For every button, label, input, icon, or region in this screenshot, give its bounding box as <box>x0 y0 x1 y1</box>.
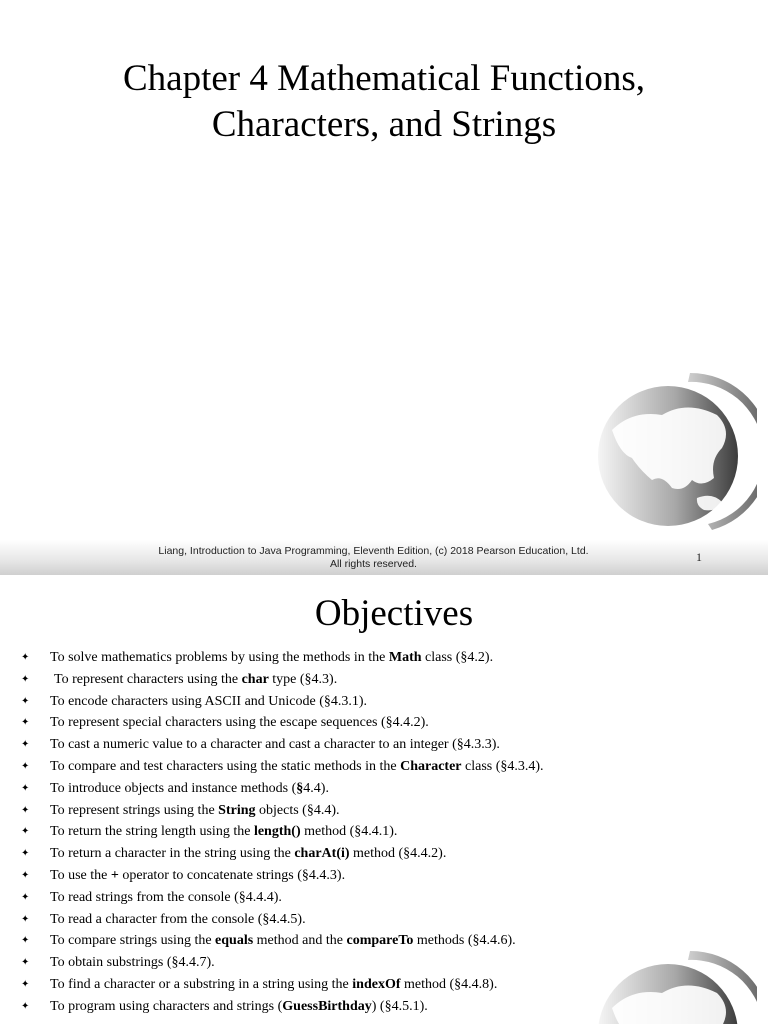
objective-keyword: char <box>241 671 269 687</box>
objective-item <box>0 843 768 865</box>
objective-text-part: method (§4.4.1). <box>300 824 398 840</box>
objective-item <box>0 712 768 734</box>
objective-keyword: compareTo <box>346 933 414 949</box>
objective-text-part: To introduce objects and instance methods ( <box>50 780 297 796</box>
globe-logo-icon <box>592 370 757 560</box>
objective-text-part: method and the <box>253 933 347 949</box>
objective-text-part: To compare and test characters using the static methods in the <box>50 758 401 774</box>
objective-text <box>50 933 516 948</box>
objective-text <box>50 912 306 927</box>
objective-text-part: To cast a numeric value to a character and cast a character to an integer (§4.3.3). <box>50 737 500 753</box>
slide-title <box>0 56 768 148</box>
objective-text-part: class (§4.2). <box>421 650 494 665</box>
objective-item <box>0 909 768 931</box>
objective-text-part: 4.4). <box>303 780 329 796</box>
bullet-icon: ✦ <box>21 739 30 751</box>
bullet-icon: ✦ <box>21 1000 30 1012</box>
slide-2 <box>0 575 768 1024</box>
bullet-icon: ✦ <box>21 848 30 860</box>
title-line-1: Chapter 4 Mathematical Functions, <box>123 58 645 99</box>
objective-text-part: To represent strings using the <box>50 802 219 818</box>
objective-keyword: String <box>218 802 256 818</box>
objective-item <box>0 887 768 909</box>
footer-copyright <box>150 545 597 571</box>
objective-text-part: To compare strings using the <box>50 933 216 949</box>
bullet-icon: ✦ <box>21 673 30 685</box>
objective-text-part: To obtain substrings (§4.4.7). <box>50 955 215 971</box>
objective-text-part: To return the string length using the <box>50 824 254 840</box>
objective-text-part: methods (§4.4.6). <box>413 933 516 949</box>
objective-text-part: To use the <box>50 867 111 883</box>
objective-text-part: method (§4.4.2). <box>349 846 447 862</box>
objective-text-part: To find a character or a substring in a string using the <box>50 976 353 992</box>
bullet-icon: ✦ <box>21 760 30 772</box>
objective-text-part: To represent special characters using the escape sequences (§4.4.2). <box>50 715 429 731</box>
objective-keyword: + <box>110 867 119 883</box>
bullet-icon: ✦ <box>21 891 30 903</box>
objective-text-part: ) (§4.5.1). <box>371 998 428 1014</box>
bullet-icon: ✦ <box>21 913 30 925</box>
bullet-icon: ✦ <box>21 957 30 969</box>
objective-text-part: type (§4.3). <box>268 671 338 687</box>
objective-text <box>50 868 345 883</box>
objective-item <box>0 778 768 800</box>
objective-text <box>50 999 428 1014</box>
objective-keyword: Math <box>388 650 422 665</box>
objective-text <box>50 890 282 905</box>
objective-item <box>0 691 768 713</box>
objective-text-part: To return a character in the string using the <box>50 846 295 862</box>
objective-item <box>0 647 768 669</box>
objective-text <box>50 781 329 796</box>
objective-text <box>50 955 215 970</box>
objective-item <box>0 756 768 778</box>
objective-text <box>50 694 367 709</box>
bullet-icon: ✦ <box>21 695 30 707</box>
title-line-2: Characters, and Strings <box>211 104 557 145</box>
objective-text-part: objects (§4.4). <box>255 802 340 818</box>
objective-item <box>0 865 768 887</box>
objective-text-part: To represent characters using the <box>54 671 242 687</box>
objective-keyword: length() <box>253 824 301 840</box>
objective-keyword: equals <box>215 933 254 949</box>
objective-keyword: § <box>296 780 304 796</box>
bullet-icon: ✦ <box>21 935 30 947</box>
objective-item <box>0 734 768 756</box>
objective-text-part: method (§4.4.8). <box>400 976 498 992</box>
objectives-title: Objectives <box>314 593 474 634</box>
objective-text-part: operator to concatenate strings (§4.4.3). <box>118 867 346 883</box>
objective-text <box>50 650 493 665</box>
bullet-icon: ✦ <box>21 652 30 663</box>
objective-text <box>50 715 429 730</box>
objective-text <box>50 977 497 992</box>
objective-item <box>0 669 768 691</box>
objective-text <box>50 803 340 818</box>
bullet-icon: ✦ <box>21 782 30 794</box>
footer-line-1: Liang, Introduction to Java Programming, Eleventh Edition, (c) 2018 Pearson Education, Ltd. <box>158 545 589 557</box>
objective-text <box>50 846 446 861</box>
footer-line-2: All rights reserved. <box>330 558 417 570</box>
objective-keyword: Character <box>400 758 462 774</box>
objective-text <box>50 824 397 839</box>
page-number: 1 <box>696 550 702 564</box>
bullet-icon: ✦ <box>21 804 30 816</box>
objective-text-part: To solve mathematics problems by using the methods in the <box>50 650 389 665</box>
objective-item <box>0 821 768 843</box>
objective-keyword: indexOf <box>352 976 401 992</box>
objective-keyword: charAt(i) <box>294 846 350 862</box>
objective-text <box>50 737 500 752</box>
objective-text-part: class (§4.3.4). <box>461 758 544 774</box>
objective-text <box>50 759 544 774</box>
objective-text-part: To encode characters using ASCII and Unicode (§4.3.1). <box>50 693 368 709</box>
objective-text-part: To read strings from the console (§4.4.4). <box>50 889 282 905</box>
bullet-icon: ✦ <box>21 978 30 990</box>
objective-keyword: GuessBirthday <box>282 998 372 1014</box>
objective-text-part: To read a character from the console (§4.4.5). <box>50 911 306 927</box>
objective-text <box>50 672 337 687</box>
objective-item <box>0 800 768 822</box>
bullet-icon: ✦ <box>21 869 30 881</box>
objective-text-part: To program using characters and strings ( <box>50 998 283 1014</box>
bullet-icon: ✦ <box>21 826 30 838</box>
bullet-icon: ✦ <box>21 717 30 729</box>
globe-logo-icon <box>592 948 757 1024</box>
